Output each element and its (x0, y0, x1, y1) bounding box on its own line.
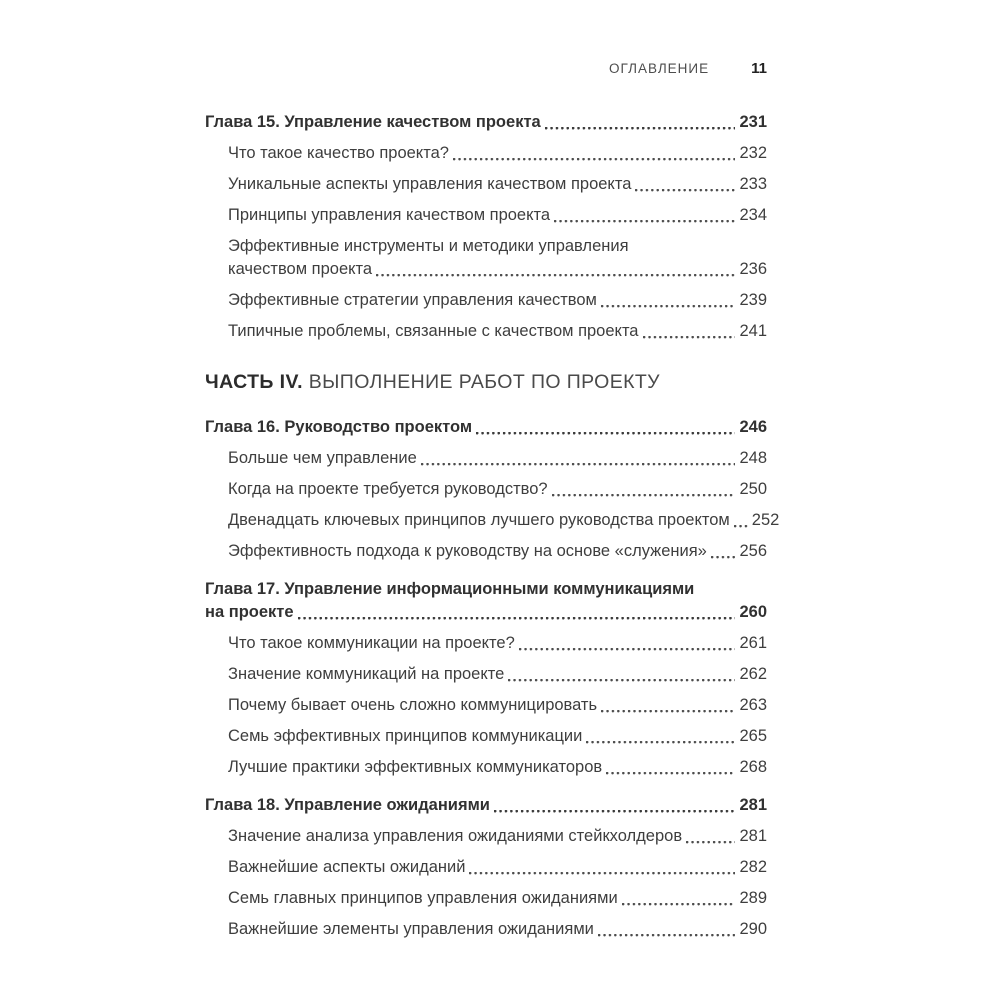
dot-leader (586, 725, 735, 748)
dot-leader (734, 509, 748, 532)
toc-entry-row (205, 601, 767, 624)
toc-page-number: 239 (739, 291, 767, 309)
toc-page-number: 282 (739, 858, 767, 876)
dot-leader (686, 825, 735, 848)
dot-leader (552, 478, 736, 501)
dot-leader (519, 632, 736, 655)
toc-page-number: 263 (739, 696, 767, 714)
toc-page-number: 290 (739, 920, 767, 938)
toc-entry-row (228, 632, 767, 655)
toc-entry-row (228, 258, 767, 281)
toc-entry-text: Что такое качество проекта? (228, 144, 449, 162)
toc-entry-text: Глава 18. Управление ожиданиями (205, 796, 490, 814)
toc-entry (205, 416, 767, 439)
toc-entry-row (228, 320, 767, 343)
toc-page-number: 289 (739, 889, 767, 907)
toc-entry-text: Эффективность подхода к руководству на основе «служения» (228, 542, 707, 560)
dot-leader (376, 258, 735, 281)
toc-entry (205, 756, 767, 779)
toc-entry-text: Типичные проблемы, связанные с качеством проекта (228, 322, 639, 340)
toc-page-number: 265 (739, 727, 767, 745)
toc-entry-row (228, 856, 767, 879)
dot-leader (601, 694, 735, 717)
toc-entry (205, 540, 767, 563)
toc-entry-row (228, 725, 767, 748)
dot-leader (606, 756, 735, 779)
toc-entry (205, 794, 767, 817)
toc-entry-text: Когда на проекте требуется руководство? (228, 480, 548, 498)
toc-entry-text: Что такое коммуникации на проекте? (228, 634, 515, 652)
toc-entry-text: качеством проекта (228, 260, 373, 278)
toc-entry-text: Значение коммуникаций на проекте (228, 665, 505, 683)
running-title: ОГЛАВЛЕНИЕ (609, 61, 710, 76)
toc-entry-row (228, 918, 767, 941)
dot-leader (494, 794, 736, 817)
dot-leader (622, 887, 736, 910)
toc-entry-row (205, 416, 767, 439)
toc-entry-row (228, 173, 767, 196)
toc-entry-row (228, 694, 767, 717)
toc-entry-text: на проекте (205, 603, 294, 621)
toc-page-number: 248 (739, 449, 767, 467)
toc-entry (205, 478, 767, 501)
toc-page-number: 250 (739, 480, 767, 498)
part-heading (205, 371, 767, 394)
toc-entry-row (228, 663, 767, 686)
dot-leader (598, 918, 736, 941)
toc-entry-row (228, 887, 767, 910)
toc-entry-text: Принципы управления качеством проекта (228, 206, 551, 224)
dot-leader (601, 289, 736, 312)
toc-page-number: 261 (739, 634, 767, 652)
toc-list (205, 111, 780, 941)
toc-entry (205, 825, 767, 848)
toc-entry-text: Эффективные инструменты и методики управления (228, 237, 629, 255)
toc-entry-text: Эффективные стратегии управления качеством (228, 291, 597, 309)
toc-entry-row (228, 289, 767, 312)
toc-entry (205, 235, 767, 281)
page-header (205, 60, 767, 77)
toc-page-number: 231 (739, 113, 767, 131)
toc-entry (205, 632, 767, 655)
toc-entry-text: Семь главных принципов управления ожиданиями (228, 889, 618, 907)
part-heading-number: ЧАСТЬ IV. (205, 371, 303, 393)
toc-entry-row (205, 794, 767, 817)
toc-entry-row (205, 111, 767, 134)
toc-page-number: 241 (739, 322, 767, 340)
toc-entry-text: Уникальные аспекты управления качеством проекта (228, 175, 632, 193)
toc-entry-row (228, 204, 767, 227)
toc-entry-text: Глава 16. Руководство проектом (205, 418, 473, 436)
toc-entry (205, 918, 767, 941)
toc-entry (205, 320, 767, 343)
dot-leader (476, 416, 735, 439)
toc-entry (205, 447, 767, 470)
toc-page-number: 234 (739, 206, 767, 224)
toc-content (205, 60, 780, 949)
toc-page-number: 252 (751, 511, 780, 529)
toc-entry (205, 204, 767, 227)
toc-page-number: 236 (739, 260, 767, 278)
toc-entry-text: Важнейшие аспекты ожиданий (228, 858, 466, 876)
toc-entry-text: Почему бывает очень сложно коммуницировать (228, 696, 598, 714)
toc-page-number: 281 (739, 827, 767, 845)
toc-entry-row (228, 447, 767, 470)
dot-leader (298, 601, 736, 624)
toc-entry (205, 289, 767, 312)
toc-entry (205, 887, 767, 910)
toc-page-number: 256 (739, 542, 767, 560)
dot-leader (508, 663, 735, 686)
toc-entry (205, 142, 767, 165)
toc-page-number: 262 (739, 665, 767, 683)
toc-entry (205, 578, 767, 624)
toc-entry (205, 856, 767, 879)
toc-entry-row (228, 540, 767, 563)
toc-entry-text: Семь эффективных принципов коммуникации (228, 727, 583, 745)
toc-entry-text: Больше чем управление (228, 449, 417, 467)
toc-entry-text: Глава 15. Управление качеством проекта (205, 113, 541, 131)
dot-leader (711, 540, 736, 563)
dot-leader (643, 320, 736, 343)
dot-leader (545, 111, 736, 134)
toc-entry (205, 663, 767, 686)
dot-leader (635, 173, 735, 196)
toc-entry-row (228, 142, 767, 165)
toc-entry-text: Глава 17. Управление информационными коммуникациями (205, 580, 695, 598)
toc-entry-text: Лучшие практики эффективных коммуникаторов (228, 758, 603, 776)
toc-entry (205, 694, 767, 717)
toc-entry-row (228, 478, 767, 501)
toc-entry-text: Двенадцать ключевых принципов лучшего руководства проектом (228, 511, 730, 529)
toc-entry-text: Важнейшие элементы управления ожиданиями (228, 920, 594, 938)
dot-leader (554, 204, 735, 227)
toc-page-number: 281 (739, 796, 767, 814)
part-heading-title: ВЫПОЛНЕНИЕ РАБОТ ПО ПРОЕКТУ (302, 371, 660, 393)
toc-entry-row (228, 509, 780, 532)
toc-page-number: 233 (739, 175, 767, 193)
toc-entry (205, 173, 767, 196)
toc-entry-row (228, 825, 767, 848)
toc-entry (205, 111, 767, 134)
folio-page-number: 11 (751, 60, 767, 77)
dot-leader (421, 447, 736, 470)
toc-entry (205, 725, 767, 748)
dot-leader (469, 856, 735, 879)
toc-entry-row (228, 756, 767, 779)
dot-leader (453, 142, 736, 165)
toc-page-number: 246 (739, 418, 767, 436)
toc-entry-text: Значение анализа управления ожиданиями стейкхолдеров (228, 827, 683, 845)
toc-entry (205, 509, 780, 532)
toc-page-number: 260 (739, 603, 767, 621)
toc-page-number: 232 (739, 144, 767, 162)
toc-page-number: 268 (739, 758, 767, 776)
